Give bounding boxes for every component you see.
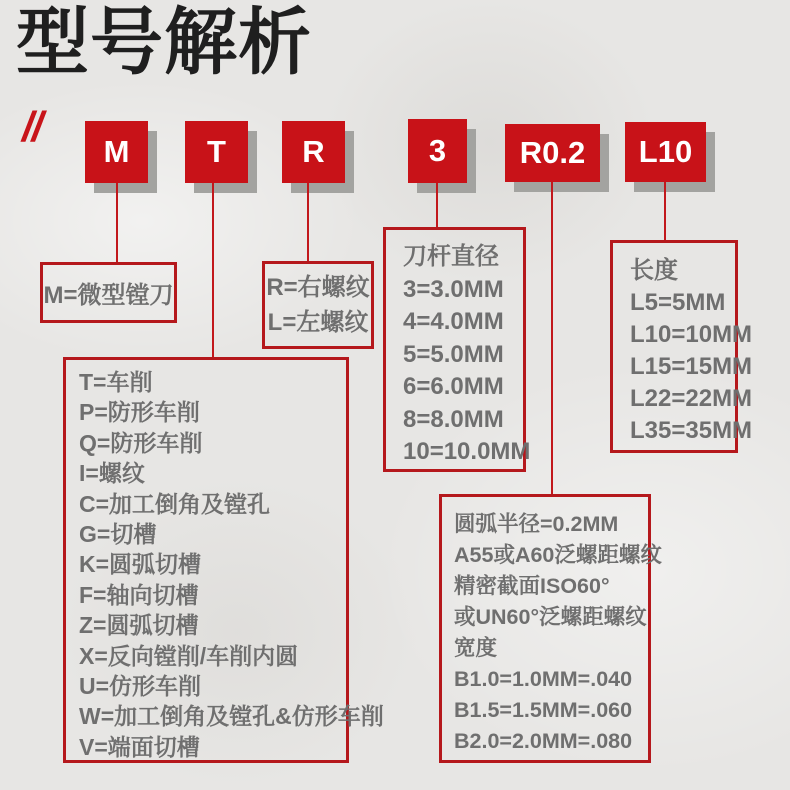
code-box-t: T [185,121,248,183]
type-code-line: K=圆弧切槽 [79,551,202,578]
type-code-line: Q=防形车削 [79,429,203,456]
quote-slash-mark: // [22,103,42,150]
diameter-line: 5=5.0MM [403,340,504,368]
code-box-r02: R0.2 [505,124,600,182]
diameter-line: 4=4.0MM [403,308,504,335]
diameter-line: 6=6.0MM [403,373,504,400]
thread-direction-box [262,261,374,349]
radius-line: 或UN60°泛螺距螺纹 [454,605,647,629]
connector-r [307,183,309,263]
type-code-line: C=加工倒角及镗孔 [79,490,271,517]
length-line: L15=15MM [630,353,753,380]
shank-diameter-box [383,227,531,472]
radius-line: B2.0=2.0MM=.080 [454,729,633,753]
code-box-l10: L10 [625,122,706,182]
radius-line: 圆弧半径=0.2MM [454,512,619,536]
diameter-line: 8=8.0MM [403,405,504,433]
type-code-line: X=反向镗削/车削内圆 [79,642,299,669]
length-title: 长度 [630,257,678,284]
type-code-line: T=车削 [79,369,153,395]
corner-radius-box [439,494,662,763]
radius-line: B1.0=1.0MM=.040 [454,667,633,691]
thread-right-line: R=右螺纹 [266,274,370,301]
connector-3 [436,183,438,229]
code-box-3: 3 [408,119,467,183]
radius-line: B1.5=1.5MM=.060 [454,698,633,722]
type-code-line: W=加工倒角及镗孔&仿形车削 [79,703,384,730]
type-code-line: Z=圆弧切槽 [79,612,199,639]
diameter-title: 刀杆直径 [403,243,499,270]
length-box [610,240,753,453]
connector-t [212,183,214,359]
thread-left-line: L=左螺纹 [267,309,369,336]
diameter-line: 3=3.0MM [403,275,504,303]
length-line: L5=5MM [630,289,726,316]
length-line: L10=10MM [630,321,753,348]
code-box-r: R [282,121,345,183]
m-meaning-box [40,262,177,323]
connector-m [116,183,118,264]
type-code-line: I=螺纹 [79,460,145,487]
type-code-line: P=防形车削 [79,399,200,426]
length-line: L35=35MM [630,417,753,444]
tool-type-codes-box [63,357,384,763]
type-code-line: U=仿形车削 [79,673,202,700]
connector-l10 [664,182,666,242]
page-title: 型号解析 [16,2,312,83]
length-line: L22=22MM [630,385,753,412]
m-meaning-line: M=微型镗刀 [43,282,174,309]
type-code-line: G=切槽 [79,521,157,548]
type-code-line: F=轴向切槽 [79,581,199,608]
radius-line: A55或A60泛螺距螺纹 [454,543,662,567]
connector-r02 [551,182,553,496]
diameter-line: 10=10.0MM [403,438,531,465]
radius-line: 精密截面ISO60° [454,574,610,598]
type-code-line: V=端面切槽 [79,733,200,760]
code-box-m: M [85,121,148,183]
radius-line: 宽度 [454,636,498,660]
